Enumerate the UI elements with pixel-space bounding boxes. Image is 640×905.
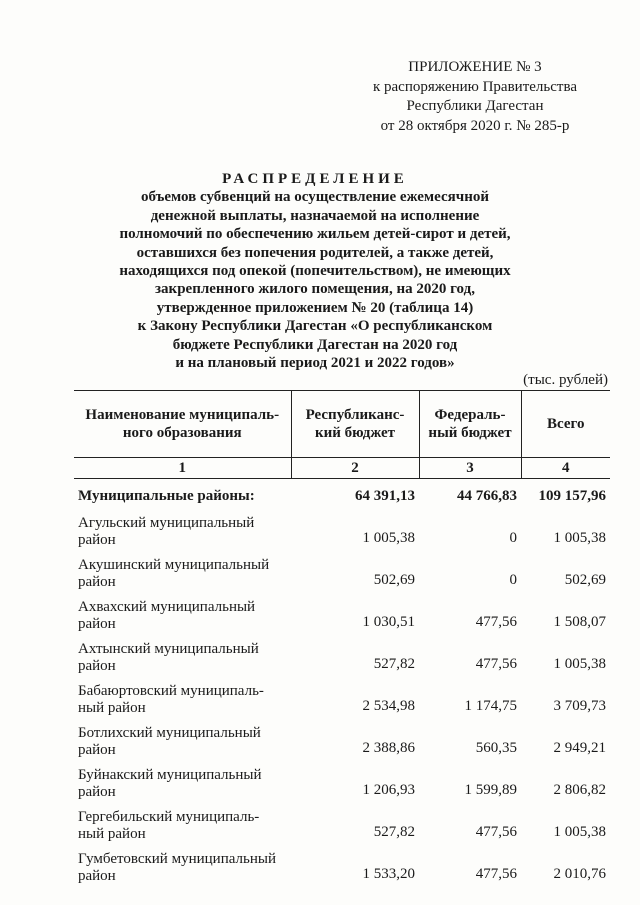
row-name-line2: район bbox=[78, 784, 116, 800]
column-number: 4 bbox=[521, 458, 610, 479]
row-federal: 0 bbox=[509, 571, 517, 588]
row-total: 1 005,38 bbox=[553, 823, 606, 840]
row-municipality bbox=[74, 555, 291, 597]
title-line: оставшихся без попечения родителей, а также детей, bbox=[136, 244, 494, 261]
column-number: 3 bbox=[419, 458, 521, 479]
table-row bbox=[74, 807, 610, 849]
total-name: Муниципальные районы: bbox=[78, 487, 255, 504]
row-name-line1: Гергебильский муниципаль- bbox=[78, 809, 260, 825]
row-municipality bbox=[74, 597, 291, 639]
row-name-line1: Акушинский муниципальный bbox=[78, 557, 270, 573]
header-municipality bbox=[74, 391, 291, 458]
header-text: Всего bbox=[547, 416, 585, 432]
title-heading: РАСПРЕДЕЛЕНИЕ bbox=[222, 171, 408, 187]
appendix-order-ref: к распоряжению Правительства bbox=[372, 78, 577, 95]
row-municipality bbox=[74, 765, 291, 807]
table-row bbox=[74, 513, 610, 555]
row-republic: 527,82 bbox=[373, 655, 415, 672]
header-republic-budget bbox=[291, 391, 419, 458]
header-text: Республиканс- bbox=[305, 407, 405, 423]
title-line: объемов субвенций на осуществление ежемесячной bbox=[141, 189, 489, 206]
row-federal: 0 bbox=[509, 529, 517, 546]
table-row bbox=[74, 639, 610, 681]
row-total: 2 806,82 bbox=[553, 781, 606, 798]
row-municipality bbox=[74, 639, 291, 681]
row-name-line2: район bbox=[78, 532, 116, 548]
header-text: ного образования bbox=[122, 425, 242, 441]
row-name-line1: Буйнакский муниципальный bbox=[78, 767, 262, 783]
row-name-line1: Ахтынский муниципальный bbox=[78, 641, 259, 657]
title-line: находящихся под опекой (попечительством), не имеющих bbox=[119, 263, 511, 280]
row-name-line2: район bbox=[78, 742, 116, 758]
row-total: 1 508,07 bbox=[553, 613, 606, 630]
row-republic: 527,82 bbox=[373, 823, 415, 840]
row-total: 1 005,38 bbox=[553, 529, 606, 546]
appendix-header bbox=[360, 58, 590, 136]
title-line: полномочий по обеспечению жильем детей-сирот и детей, bbox=[119, 226, 511, 243]
document-title bbox=[90, 170, 540, 372]
row-name-line2: ный район bbox=[78, 700, 146, 716]
column-number-row bbox=[74, 458, 610, 479]
header-text: Наименование муниципаль- bbox=[85, 407, 280, 423]
subsidy-table bbox=[74, 390, 610, 891]
row-republic: 1 533,20 bbox=[362, 865, 415, 882]
row-name-line2: ный район bbox=[78, 826, 146, 842]
title-line: бюджете Республики Дагестан на 2020 год bbox=[172, 336, 458, 353]
title-line: денежной выплаты, назначаемой на исполнение bbox=[150, 207, 480, 224]
table-row bbox=[74, 681, 610, 723]
row-municipality bbox=[74, 513, 291, 555]
header-total bbox=[521, 391, 610, 458]
table-header-row bbox=[74, 391, 610, 458]
total-row bbox=[74, 479, 610, 514]
row-name-line1: Бабаюртовский муниципаль- bbox=[78, 683, 264, 699]
table-row bbox=[74, 597, 610, 639]
appendix-number: ПРИЛОЖЕНИЕ № 3 bbox=[408, 59, 542, 75]
table-row bbox=[74, 849, 610, 891]
table-row bbox=[74, 765, 610, 807]
row-total: 1 005,38 bbox=[553, 655, 606, 672]
row-republic: 1 005,38 bbox=[362, 529, 415, 546]
row-name-line1: Гумбетовский муниципальный bbox=[78, 851, 276, 867]
appendix-republic: Республики Дагестан bbox=[406, 98, 544, 114]
row-municipality bbox=[74, 807, 291, 849]
row-federal: 477,56 bbox=[475, 865, 517, 882]
units-label: (тыс. рублей) bbox=[523, 372, 608, 388]
table-row bbox=[74, 723, 610, 765]
row-federal: 477,56 bbox=[475, 655, 517, 672]
row-name-line1: Ахвахский муниципальный bbox=[78, 599, 256, 615]
row-republic: 2 388,86 bbox=[362, 739, 415, 756]
row-name-line2: район bbox=[78, 658, 116, 674]
row-republic: 1 206,93 bbox=[362, 781, 415, 798]
header-text: ный бюджет bbox=[428, 425, 512, 441]
row-municipality bbox=[74, 681, 291, 723]
row-republic: 1 030,51 bbox=[362, 613, 415, 630]
row-federal: 477,56 bbox=[475, 613, 517, 630]
row-name-line1: Ботлихский муниципальный bbox=[78, 725, 261, 741]
title-line: к Закону Республики Дагестан «О республиканском bbox=[137, 318, 493, 335]
header-text: Федераль- bbox=[434, 407, 506, 423]
row-federal: 1 599,89 bbox=[464, 781, 517, 798]
total-republic: 64 391,13 bbox=[355, 487, 415, 504]
row-total: 3 709,73 bbox=[553, 697, 606, 714]
row-name-line2: район bbox=[78, 868, 116, 884]
row-municipality bbox=[74, 849, 291, 891]
total-federal: 44 766,83 bbox=[457, 487, 517, 504]
row-federal: 477,56 bbox=[475, 823, 517, 840]
title-line: закрепленного жилого помещения, на 2020 год, bbox=[155, 281, 475, 298]
title-line: и на плановый период 2021 и 2022 годов» bbox=[175, 355, 455, 372]
row-republic: 502,69 bbox=[373, 571, 415, 588]
row-municipality bbox=[74, 723, 291, 765]
column-number: 2 bbox=[291, 458, 419, 479]
row-total: 2 010,76 bbox=[553, 865, 606, 882]
header-federal-budget bbox=[419, 391, 521, 458]
row-name-line1: Агульский муниципальный bbox=[78, 515, 255, 531]
table-row bbox=[74, 555, 610, 597]
appendix-date: от 28 октября 2020 г. № 285-р bbox=[380, 117, 570, 134]
title-line: утвержденное приложением № 20 (таблица 14) bbox=[156, 299, 474, 316]
row-republic: 2 534,98 bbox=[362, 697, 415, 714]
row-name-line2: район bbox=[78, 574, 116, 590]
row-federal: 560,35 bbox=[475, 739, 517, 756]
row-total: 502,69 bbox=[564, 571, 606, 588]
column-number: 1 bbox=[74, 458, 291, 479]
total-all: 109 157,96 bbox=[538, 487, 606, 504]
row-federal: 1 174,75 bbox=[464, 697, 517, 714]
header-text: кий бюджет bbox=[314, 425, 396, 441]
row-total: 2 949,21 bbox=[553, 739, 606, 756]
row-name-line2: район bbox=[78, 616, 116, 632]
